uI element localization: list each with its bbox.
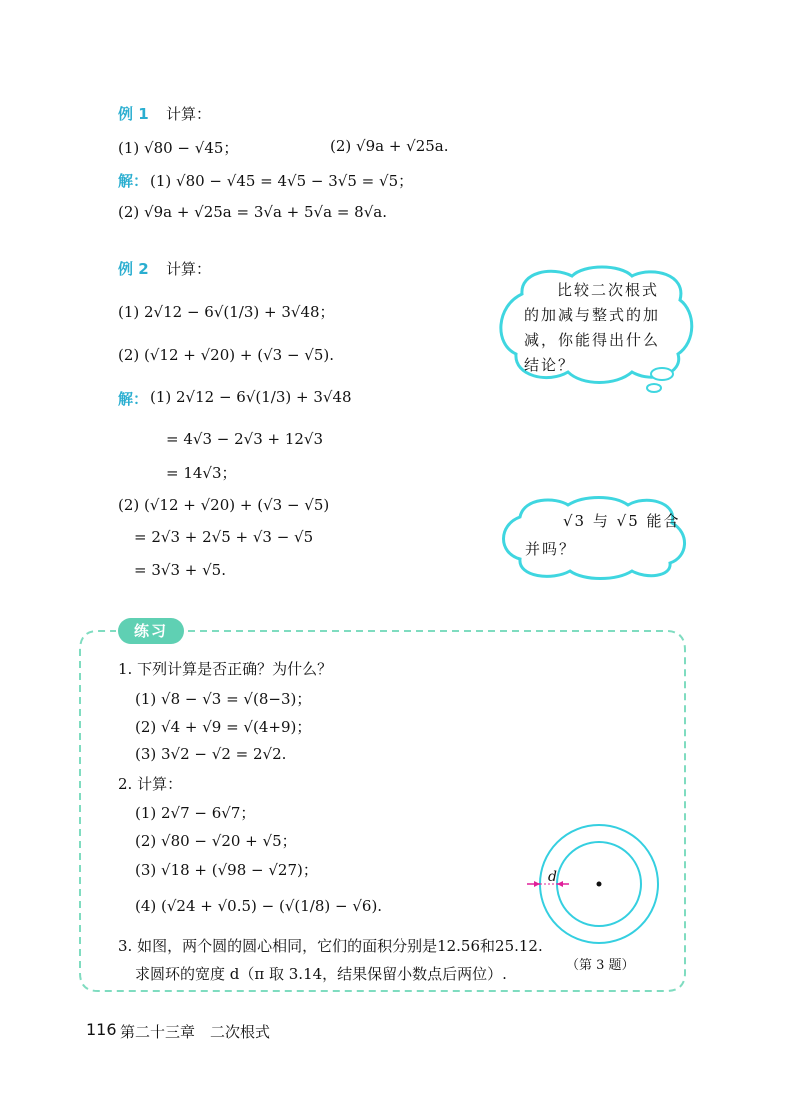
practice-title: 练习 [118,618,184,644]
cloud-1-line-4: 结论？ [524,356,576,374]
practice-item-3-line-1: 3. 如图，两个圆的圆心相同，它们的面积分别是12.56和25.12. [118,937,543,955]
cloud-1-line-1: 比较二次根式 [557,281,660,299]
figure-label-d: d [548,869,557,885]
example1-label: 例 1 [118,105,149,123]
example2-solution-2-line-1: (2) (√12 + √20) + (√3 − √5) [118,496,330,514]
practice-item-2-a: (1) 2√7 − 6√7； [135,804,256,822]
practice-item-1-c: (3) 3√2 − √2 = 2√2. [135,745,287,763]
example2-solution-1-line-3: = 14√3； [166,464,237,482]
figure-caption: （第 3 题） [566,958,635,973]
practice-item-1: 1. 下列计算是否正确？为什么？ [118,660,333,678]
practice-item-2-d: (4) (√24 + √0.5) − (√(1/8) − √6). [135,897,383,915]
practice-item-1-a: (1) √8 − √3 = √(8−3)； [135,690,312,708]
cloud-1-line-2: 的加减与整式的加 [524,306,661,324]
cloud-1-line-3: 减，你能得出什么 [524,331,661,349]
example2-solution-1-line-1: (1) 2√12 − 6√(1/3) + 3√48 [150,388,352,406]
example2-solution-1-line-2: = 4√3 − 2√3 + 12√3 [166,430,324,448]
example1-question-2: (2) √9a + √25a. [330,137,449,155]
example1-solution-label: 解： [118,172,149,190]
example2-question-2: (2) (√12 + √20) + (√3 − √5). [118,346,334,364]
cloud-2-line-1: √3 与 √5 能合 [563,512,681,530]
practice-item-2-c: (3) √18 + (√98 − √27)； [135,861,318,879]
example2-label: 例 2 [118,260,149,278]
example1-question-1: (1) √80 − √45； [118,139,239,157]
example2-solution-label: 解： [118,390,149,408]
example1-solution-1: (1) √80 − √45 = 4√5 − 3√5 = √5； [150,172,414,190]
example2-solution-2-line-3: = 3√3 + √5. [134,561,226,579]
practice-item-1-b: (2) √4 + √9 = √(4+9)； [135,718,312,736]
example1-solution-2: (2) √9a + √25a = 3√a + 5√a = 8√a. [118,203,387,221]
example1-prompt: 计算： [166,105,212,123]
practice-item-2-b: (2) √80 − √20 + √5； [135,832,297,850]
example2-solution-2-line-2: = 2√3 + 2√5 + √3 − √5 [134,528,314,546]
example2-question-1: (1) 2√12 − 6√(1/3) + 3√48； [118,303,335,321]
cloud-2-line-2: 并吗？ [525,540,577,558]
example2-prompt: 计算： [166,260,212,278]
practice-item-2: 2. 计算： [118,775,183,793]
page-number: 116 [86,1020,117,1039]
practice-item-3-line-2: 求圆环的宽度 d（π 取 3.14，结果保留小数点后两位）. [135,965,507,983]
concentric-circles-figure [525,822,670,947]
chapter-title: 第二十三章 二次根式 [120,1023,271,1041]
